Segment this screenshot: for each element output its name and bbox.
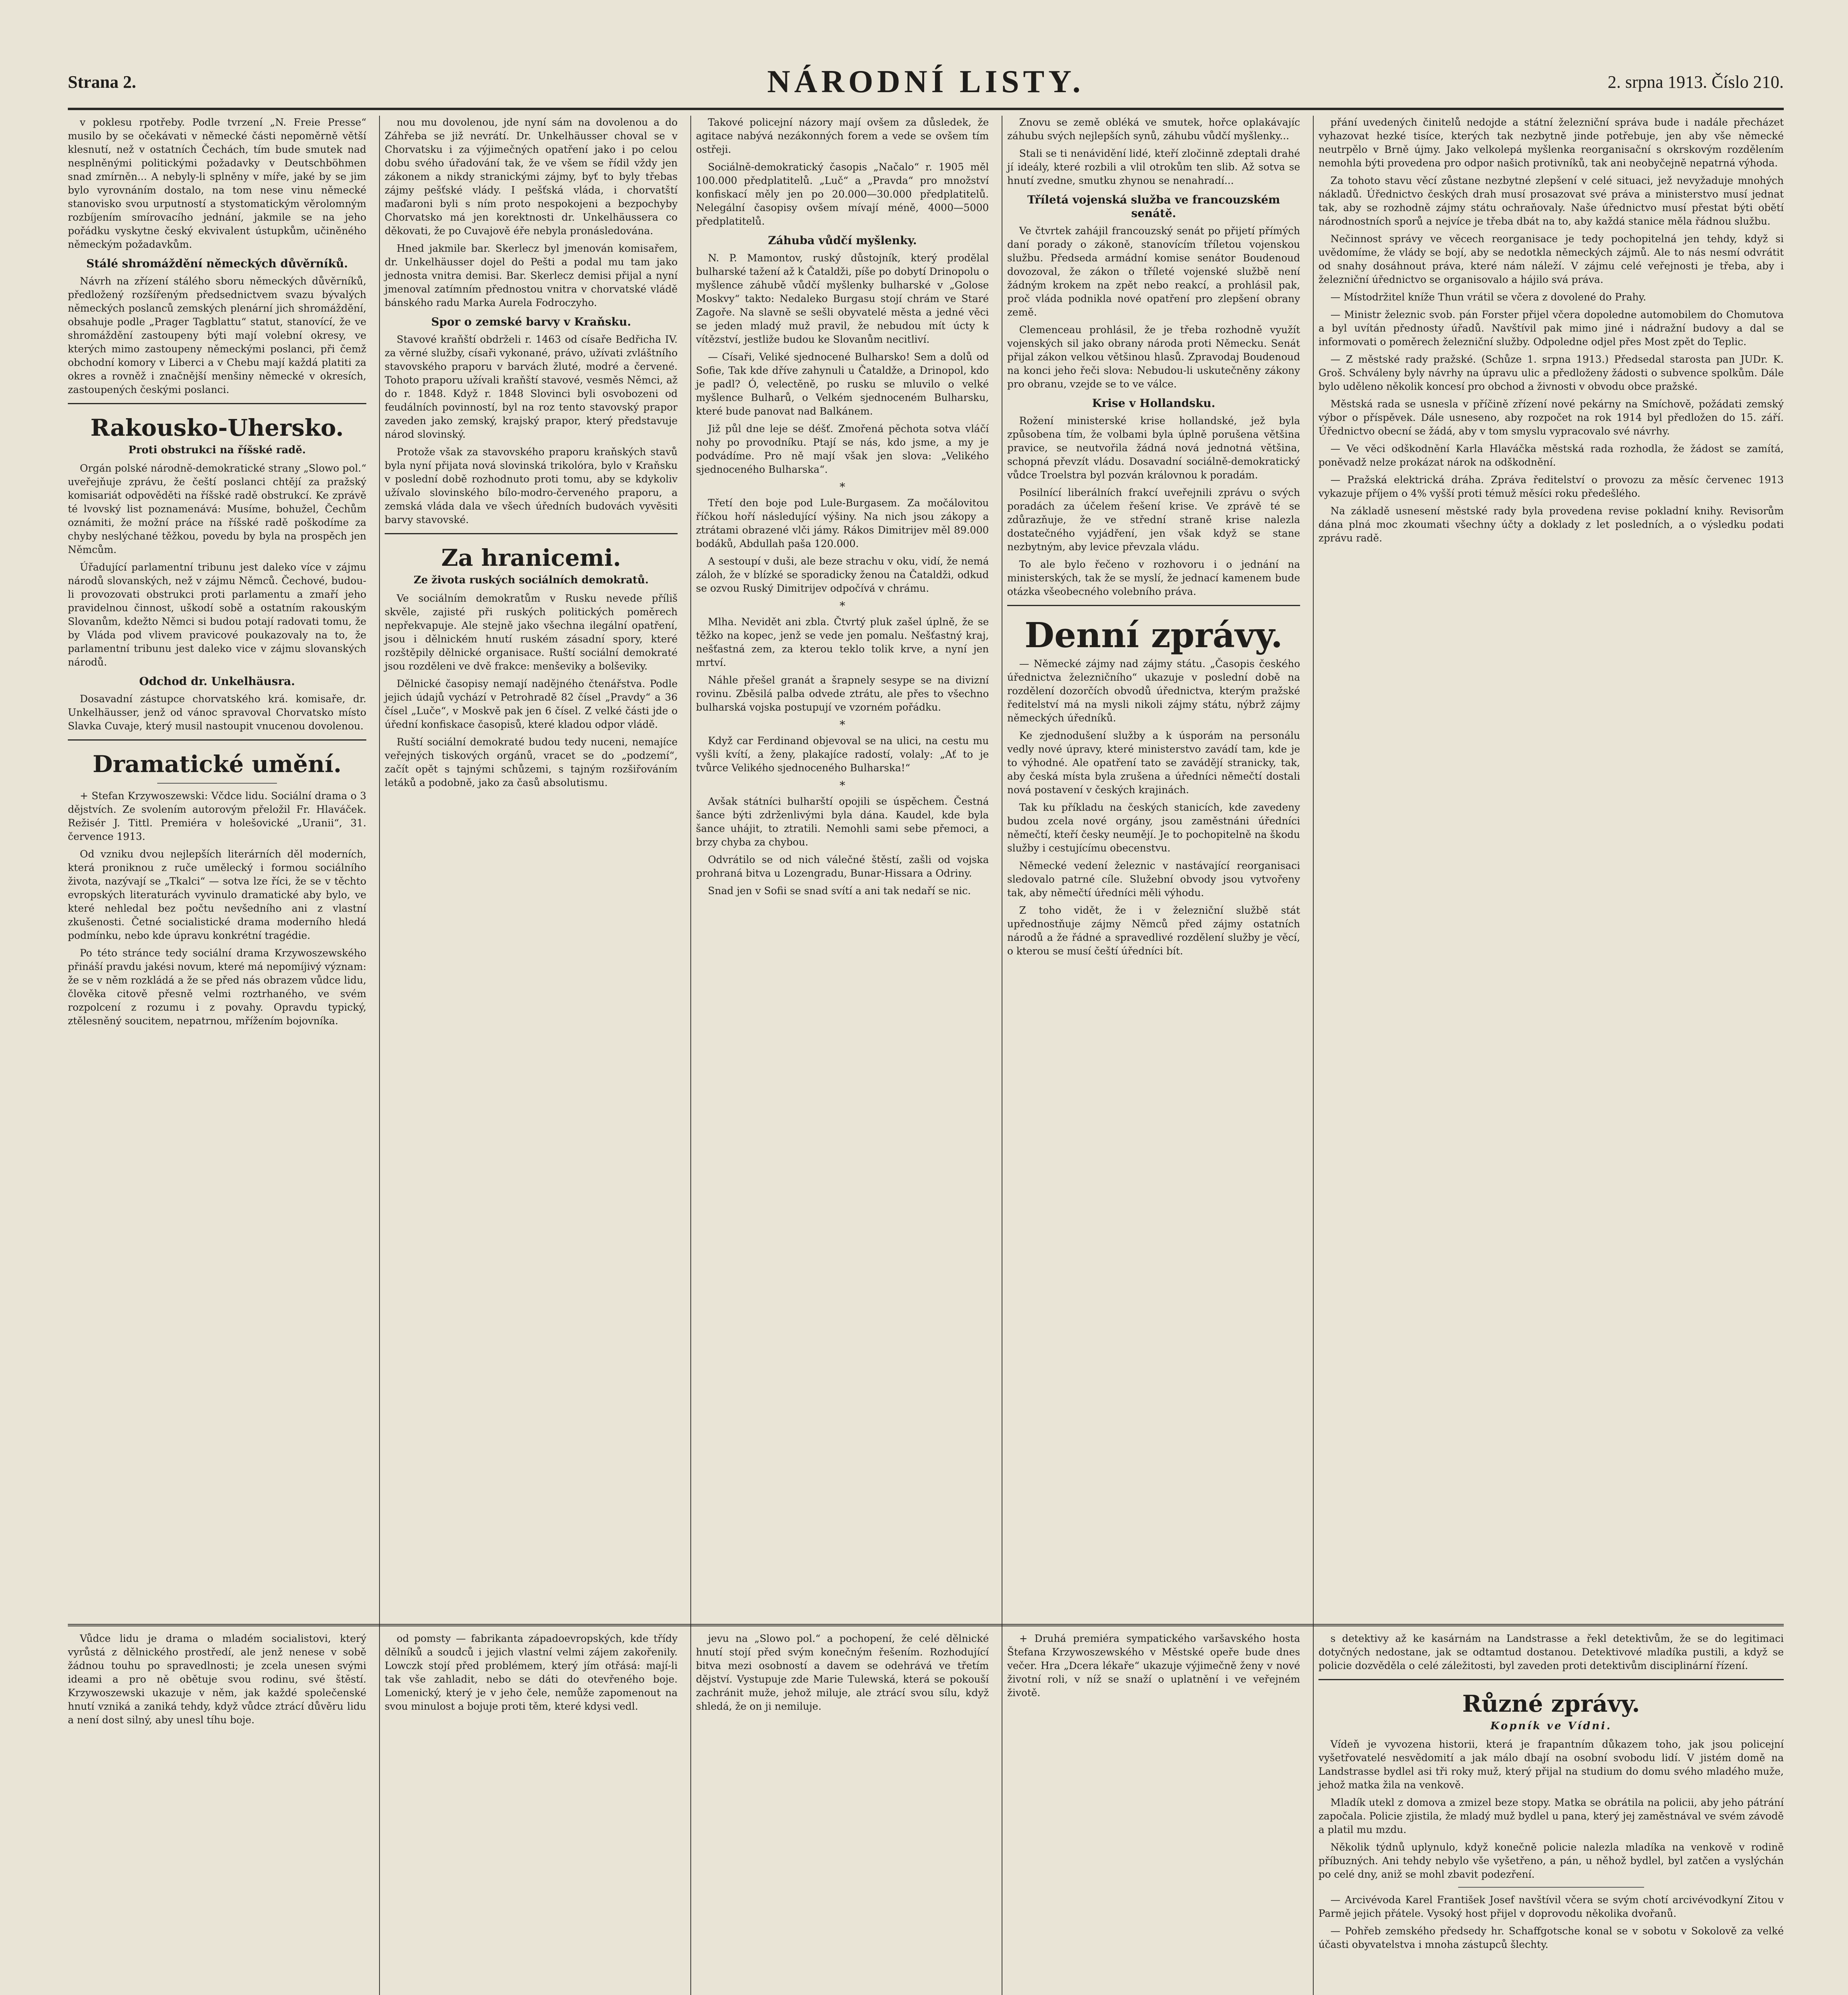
article-paragraph: přání uvedených činitelů nedojde a státní železniční správa bude i nadále přecházet vyhazovat hezké tisíce, kterých tak nezbytně jinde potřebuje, jen aby vše německé neutrpělo v Brně újmy. Jako velkolepá myšlenka reorganisační s okrskovým rozdělením nemohla býti provedena pro odpor našich protivníků, tak ani neobyčejně nepatrná výhoda. [1318, 117, 1784, 169]
article-paragraph: Clemenceau prohlásil, že je třeba rozhodně využít vojenských sil jako obrany národa proti Německu. Senát přijal zákon velkou většinou hlasů. Zpravodaj Boudenoud na konci jeho řeči slova: Nebudou-li uskutečněny zákony pro obranu, vzejde se to ve válce. [1007, 324, 1300, 390]
article-paragraph: + Stefan Krzywoszewski: Včdce lidu. Sociální drama o 3 dějstvích. Ze svolením autorovým přeložil Fr. Hlaváček. Režisér J. Tittl. Premiéra v holešovické „Uranii“, 31. července 1913. [68, 790, 366, 842]
lower-column-5 [1313, 1632, 1784, 1995]
lower-column-1 [68, 1632, 371, 1995]
article-paragraph: Ke zjednodušení služby a k úsporám na personálu vedly nové úpravy, které ministerstvo zavádí tam, kde je to výhodné. Ale opatření tato se zavádějí stranicky, tak, aby česká místa byla zrušena a úředníci němečtí dostali nová postavení v českých krajinách. [1007, 730, 1300, 796]
section-separator-star: * [840, 718, 845, 731]
article-paragraph: Třetí den boje pod Lule-Burgasem. Za močálovitou říčkou hoří následující výšiny. Na nich jsou zákopy a ztrátami obrazené vlči jámy. Rákos Dimitrijev měl 89.000 bodáků, Abdullah paša 120.000. [696, 497, 989, 549]
article-paragraph: Několik týdnů uplynulo, když konečně policie nalezla mladíka na venkově v rodině příbuzných. Ani tehdy nebylo vše vyšetřeno, a pán, u něhož bydlel, byl zatčen a vyslýchán po celé dny, aniž se mohl zbavit podezření. [1318, 1841, 1784, 1880]
section-title: Krise v Hollandsku. [1092, 397, 1216, 410]
article-paragraph: Když car Ferdinand objevoval se na ulici, na cestu mu vyšli kvítí, a ženy, plakajíce radostí, volaly: „Ať to je tvůrce Velikého sjednoceného Bulharska!“ [696, 735, 989, 774]
section-heading-rakousko-uhersko: Rakousko-Uhersko. [90, 414, 344, 441]
article-paragraph: — Ministr železnic svob. pán Forster přijel včera dopoledne automobilem do Chomutova a byl uvítán přednosty úřadů. Navštívil pak mimo jiné i nádražní budovy a dal se informovati o poměrech železniční služby. Odpoledne odjel přes Most zpět do Teplic. [1318, 309, 1784, 348]
article-paragraph: A sestoupí v duši, ale beze strachu v oku, vidí, že nemá záloh, že v blízké se sporadicky ženou na Čataldži, odkud se ozvou Ruský Dimitrijev odpočívá v chrámu. [696, 555, 989, 594]
section-heading-ruzne-zpravy: Různé zprávy. [1462, 1690, 1640, 1717]
section-divider [1007, 605, 1300, 606]
section-heading-denni-zpravy: Denní zprávy. [1024, 615, 1283, 656]
article-paragraph: Náhle přešel granát a šrapnely sesype se na divizní rovinu. Zběsilá palba odvede ztrátu, ale přes to všechno bulharská vojska postupují ve vzorném pořádku. [696, 674, 989, 713]
section-subheading: Ze života ruských sociálních demokratů. [413, 574, 649, 586]
article-paragraph: N. P. Mamontov, ruský důstojník, který prodělal bulharské tažení až k Čataldži, píše po dobytí Drinopolu o myšlence záhubě vůdčí myšlenky bulharské v „Golose Moskvy“ takto: Nedaleko Burgasu stojí chrám ve Staré Zagoře. Na slavně se sešli obyvatelé města a jedné věci se jeden mladý muž pravil, že nebudou mít úcty k vítězství, jestliže budou ke Slovanům necitliví. [696, 252, 989, 345]
section-divider [68, 739, 366, 741]
article-paragraph: Od vzniku dvou nejlepších literárních děl moderních, která proniknou z ruče umělecký i formou sociálního života, nazývají se „Tkalci“ — sotva lze říci, že se v těchto evropských literaturách vyvinulo dramatické aby bylo, ve které nehledal bez počtu nevšedního ani z vlastní zkušenosti. Četné socialistické drama moderního hledá podmínku, nebo kde úpravu konkrétní tragédie. [68, 848, 366, 941]
article-paragraph: v poklesu rpotřeby. Podle tvrzení „N. Freie Presse“ musilo by se očekávati v německé části nepoměrně větší klesnutí, než v ostatních Čechách, tím bude smutek nad nesplněnými politickými požadavky v Deutschböhmen snad zmírněn... A nebyly-li splněny v míře, jaké by se jim bylo vyrovnáním dostalo, na tom nese vinu německé stanovisko svou urputností a stystomatickým věrolomným rozbíjením smírovacího jednání, jakmile se na jeho pořádku vyskytne český ekvivalent ústupkům, učiněného německým požadavkům. [68, 117, 366, 250]
article-paragraph: Odvrátilo se od nich válečné štěstí, zašli od vojska prohraná bitva u Lozengradu, Bunar-Hissara a Odriny. [696, 854, 989, 879]
article-paragraph: Německé vedení železnic v nastávající reorganisaci sledovalo patrné cíle. Služební obvody jsou vytvořeny tak, aby němečtí úředníci měli výhodu. [1007, 860, 1300, 899]
article-paragraph: Za tohoto stavu věcí zůstane nezbytné zlepšení v celé situaci, jež nevyžaduje mnohých nákladů. Úřednictvo českých drah musí prosazovat své práva a ministerstvo musí jednat tak, aby se rozhodně zájmy státu ochraňovaly. Naše úřednictvo musí přestat býti obětí národnostních sporů a nejvíce je třeba dbát na to, aby každá stanice měla řádnou službu. [1318, 175, 1784, 227]
article-paragraph: Na základě usnesení městské rady byla provedena revise pokladní knihy. Revisorům dána plná moc zkoumati všechny účty a doklady z let posledních, a o výsledku podati zprávu radě. [1318, 505, 1784, 544]
section-divider [68, 403, 366, 404]
article-paragraph: Nečinnost správy ve věcech reorganisace je tedy pochopitelná jen tehdy, když si uvědomíme, že vlády se bojí, aby se nedotkla německých zájmů. Ale to nás nesmí odvrátit od snahy dosáhnout práva, které nám náleží. V zájmu celé veřejnosti je třeba, aby i železniční úřednictvo se organisovalo a hájilo svá práva. [1318, 233, 1784, 285]
masthead-title: NÁRODNÍ LISTY. [767, 64, 1085, 99]
article-paragraph: s detektivy až ke kasárnám na Landstrasse a řekl detektivům, že se do legitimaci dotyčných nedostane, jak se odtamtud dostanou. Detektivové mladíka pustili, a když se policie dozvěděla o celé záležitosti, byl zaveden proti detektivům disciplinární řízení. [1318, 1633, 1784, 1671]
article-paragraph: Městská rada se usnesla v příčině zřízení nové pekárny na Smíchově, požádati zemský výbor o příspěvek. Dále usneseno, aby rozpočet na rok 1914 byl předložen do 15. září. Úřednictvo obecní se žádá, aby v tom smyslu vypracovalo své návrhy. [1318, 398, 1784, 437]
article-paragraph: — Arcivévoda Karel František Josef navštívil včera se svým chotí arcivévodkyní Zitou v Parmě jejich přátele. Vysoký host přijel v doprovodu několika dvořanů. [1318, 1894, 1784, 1919]
article-paragraph: Ruští sociální demokraté budou tedy nuceni, nemajíce veřejných tiskových orgánů, vracet se do „podzemí“, začít opět s tajnými schůzemi, s tajným rozšiřováním letáků a podobně, jako za časů absolutismu. [385, 736, 678, 788]
section-title: Záhuba vůdčí myšlenky. [768, 234, 917, 247]
article-paragraph: Znovu se země obléká ve smutek, hořce oplakávajíc záhubu svých nejlepších synů, záhubu vůdčí myšlenky... [1007, 117, 1300, 142]
article-paragraph: — Německé zájmy nad zájmy státu. „Časopis českého úřednictva železničního“ ukazuje v poslední době na rozdělení dozorčích obvodů úřednictva, kterým pražské ředitelství má na mysli nikoli zájmy státu, nýbrž zájmy německých úředníků. [1007, 658, 1300, 724]
section-separator-star: * [840, 480, 845, 494]
section-divider [385, 533, 678, 534]
article-paragraph: — Pohřeb zemského předsedy hr. Schaffgotsche konal se v sobotu v Sokolově za velké účasti obyvatelstva i mnoha zástupců šlechty. [1318, 1925, 1784, 1950]
article-paragraph: Vůdce lidu je drama o mladém socialistovi, který vyrůstá z dělnického prostředí, ale jenž nenese v sobě žádnou touhu po spravedlnosti; je zcela unesen svými ideami a pro ně obětuje svou rodinu, své štěstí. Krzywoszewski ukazuje v něm, jak každé společenské hnutí vzniká a zaniká tehdy, když vůdce ztrácí důvěru lidu a není dost silný, aby unesl tíhu boje. [68, 1633, 366, 1726]
article-paragraph: — Z městské rady pražské. (Schůze 1. srpna 1913.) Předsedal starosta pan JUDr. K. Groš. Schváleny byly návrhy na úpravu ulic a předloženy žádosti o subvence spolkům. Dále bylo uděleno několik koncesí pro obchod a živnosti v obvodu obce pražské. [1318, 354, 1784, 392]
article-paragraph: Posilnící liberálních frakcí uveřejnili zprávu o svých poradách za účelem řešení krise. Ve zprávě té se zdůrazňuje, že ve střední straně krise nalezla dostatečného vyjádření, jen však když se stane nezbytným, aby levice převzala vládu. [1007, 487, 1300, 553]
article-paragraph: Snad jen v Sofii se snad svítí a ani tak nedaří se nic. [708, 885, 971, 897]
section-heading-dramaticke-umeni: Dramatické umění. [93, 751, 342, 778]
section-separator-star: * [840, 779, 845, 792]
article-paragraph: nou mu dovolenou, jde nyní sám na dovolenou a do Záhřeba se již nevrátí. Dr. Unkelhäusser choval se v Chorvatsku i za výjimečných opatření jako i po celou dobu svého úřadování tak, že ve všem se řídil vždy jen zákonem a nikdy stranickými zájmy, byť to byly třebas zájmy pešťské vlády. I pešťská vláda, i chorvatští maďaroni byli s ním proto nespokojeni a bezpochyby Chorvatsko má jen korektnosti dr. Unkelhäussera co děkovati, že po Cuvajově éře nebyla pronásledována. [385, 117, 678, 237]
newspaper-page [68, 60, 1784, 1995]
section-title: Odchod dr. Unkelhäusra. [139, 675, 295, 688]
section-heading-za-hranicemi: Za hranicemi. [441, 544, 621, 571]
article-paragraph: Dělnické časopisy nemají nadějného čtenářstva. Podle jejich údajů vychází v Petrohradě 82 čísel „Pravdy“ a 36 čísel „Luče“, v Moskvě pak jen 6 čísel. Z velké části jde o úřední konfiskace časopisů, které kladou odpor vládě. [385, 678, 678, 730]
article-paragraph: Hned jakmile bar. Skerlecz byl jmenován komisařem, dr. Unkelhäusser dojel do Pešti a podal mu tam jako jednosta vnitra demisi. Bar. Skerlecz demisi přijal a nyní jmenoval zatímním přednostou vnitra v chorvatské vládě bánského radu Marka Aurela Fodroczyho. [385, 243, 678, 308]
article-paragraph: To ale bylo řečeno v rozhovoru i o jednání na ministerských, tak že se myslí, že jednací kamenem bude otázka všeobecného volebního práva. [1007, 559, 1300, 597]
section-title: Tříletá vojenská služba ve francouzském senátě. [1027, 193, 1280, 220]
article-paragraph: Již půl dne leje se déšť. Zmořená pěchota sotva vláčí nohy po provodníku. Ptají se nás, kdo jsme, a my je podvádíme. Pro ně mají však jen slova: „Velikého sjednoceného Bulharska“. [696, 423, 989, 475]
article-paragraph: — Pražská elektrická dráha. Zpráva ředitelství o provozu za měsíc červenec 1913 vykazuje příjem o 4% vyšší proti témuž měsíci roku předešlého. [1318, 474, 1784, 499]
lower-column-4 [1002, 1632, 1305, 1995]
article-paragraph: Avšak státníci bulharští opojili se úspěchem. Čestná šance býti zdrženlivými byla dána. Kaudel, kde byla šance uhájit, to ztratili. Nemohli sami sebe přemoci, a brzy chyba za chybou. [696, 796, 989, 848]
divider [157, 783, 277, 784]
article-paragraph: — Císaři, Veliké sjednocené Bulharsko! Sem a dolů od Sofie, Tak kde dříve zahynuli u Čataldže, a Drinopol, kdo je padl? Ó, velectěně, po rusku se mluvilo o velké myšlence Bulharů, o Velkém sjednoceném Bulharsku, které bude panovat nad Balkánem. [696, 351, 989, 417]
section-title: Stálé shromáždění německých důvěrníků. [86, 257, 348, 270]
page-number: Strana 2. [68, 72, 136, 92]
article-paragraph: Sociálně-demokratický časopis „Načalo“ r. 1905 měl 100.000 předplatitelů. „Luč“ a „Pravda“ pro množství konfiskací měly jen po 20.000—30.000 předplatitelů. Nelegální časopisy ovšem mívají méně, 4000—5000 předplatitelů. [696, 161, 989, 227]
article-paragraph: Z toho vidět, že i v železniční službě stát upřednostňuje zájmy Němců před zájmy ostatních národů a že řádné a spravedlivé rozdělení služby je věcí, o kterou se musí čeští úředníci bít. [1007, 905, 1300, 957]
section-divider [1318, 1679, 1784, 1680]
article-paragraph: od pomsty — fabrikanta západoevropských, kde třídy dělníků a soudců i jejich vlastní velmi zájem zakořenily. Lowczk stojí před problémem, který jím otřásá: mají-li tak vše zahladit, nebo se dáti do otevřeného boje. Lomenický, který je v jeho čele, nemůže zapomenout na svou minulost a bojuje proti těm, které kdysi vedl. [385, 1633, 678, 1712]
page-header [68, 60, 1784, 110]
lower-band-rule [68, 1624, 1784, 1626]
article-paragraph: Ve čtvrtek zahájil francouzský senát po přijetí přímých daní porady o zákoně, stanovícím tříletou vojenskou službu. Předseda armádní komise senátor Boudenoud dovozoval, že zákon o tříleté vojenské službě není žádným krokem na zpět nebo reakcí, a prohlásil pak, proč vláda podnikla nové opatření pro zlepšení obrany země. [1007, 225, 1300, 318]
section-separator-star: * [840, 599, 845, 612]
article-paragraph: Dosavadní zástupce chorvatského krá. komisaře, dr. Unkelhäusser, jenž od vánoc spravoval Chorvatsko místo Slavka Cuvaje, který musil nastoupit vnucenou dovolenou. [68, 693, 366, 732]
article-paragraph: Stavové kraňští obdrželi r. 1463 od císaře Bedřicha IV. za věrné služby, císaři vykonané, právo, užívati zvláštního stavovského praporu v barvách žluté, modré a červené. Tohoto praporu užívali kraňští stavové, vesměs Němci, až do r. 1848. Když r. 1848 Slovinci byli osvobozeni od feudálních povinností, byl na roz tento stavovský prapor zaveden jako zemský, krajský prapor, který představuje národ slovinský. [385, 334, 678, 440]
article-paragraph: — Místodržitel kníže Thun vrátil se včera z dovolené do Prahy. [1330, 291, 1646, 303]
divider [1458, 1887, 1644, 1888]
article-paragraph: Takové policejní názory mají ovšem za důsledek, že agitace nabývá nezákonných forem a vede se ovšem tím ostřeji. [696, 117, 989, 155]
article-paragraph: Protože však za stavovského praporu kraňských stavů byla nyní přijata nová slovinská trikolóra, bylo v Kraňsku v poslední době rozhodnuto proti tomu, aby se kdykoliv užívalo slovinského bílo-modro-červeného praporu, a zemská vláda dala ve všech úředních budovách vyvěsiti barvy stavovské. [385, 446, 678, 525]
lower-column-3 [690, 1632, 994, 1995]
article-paragraph: Ve sociálním demokratům v Rusku nevede příliš skvěle, zajisté při ruských politických poměrech nepřekvapuje. Ale stejně jako všechna ilegální opatření, jsou i dělnickém hnutí ruském zásadní spory, které rozštěpily dělnické organisace. Ruští sociální demokraté jsou rozděleni ve dvě frakce: menševiky a bolševiky. [385, 593, 678, 672]
article-paragraph: Úřadující parlamentní tribunu jest daleko více v zájmu národů slovanských, než v zájmu Němců. Čechové, budou-li provozovati obstrukci proti parlamentu a zmaří jeho pravidelnou činnost, uškodí sobě a ostatním rakouským Slovanům, kdežto Němci si budou potají radovati tomu, že by Vláda pod vlivem pravicové poukazovaly na to, že parlamentní tribunu jest daleko vice v zájmu slovanských národů. [68, 561, 366, 668]
section-title: Spor o zemské barvy v Kraňsku. [431, 315, 631, 328]
article-paragraph: Tak ku příkladu na českých stanicích, kde zavedeny budou zcela nové orgány, jsou zaměstnáni úředníci němečtí, kteří česky neumějí. Je to pochopitelně na škodu služby i cestujícímu obecenstvu. [1007, 802, 1300, 854]
article-paragraph: Vídeň je vyvozena historii, která je frapantním důkazem toho, jak jsou policejní vyšetřovatelé nesvědomití a jak málo dbají na osobní svobodu lidí. V jistém domě na Landstrasse bydlel asi tři roky muž, který přijal na studium do domu svého mladého muže, jehož matka žila na venkově. [1318, 1738, 1784, 1791]
section-subheading: Proti obstrukci na říšské radě. [128, 444, 306, 456]
article-paragraph: jevu na „Slowo pol.“ a pochopení, že celé dělnické hnutí stojí před svým konečným řešením. Rozhodující bitva mezi osobností a davem se odehrává ve třetím dějství. Vystupuje zde Marie Tulewská, která se pokouší zachránit muže, jehož miluje, ale ztrácí svou sílu, když shledá, že on ji nemiluje. [696, 1633, 989, 1712]
article-paragraph: Mlha. Nevidět ani zbla. Čtvrtý pluk zašel úplně, že se těžko na kopec, jenž se vede jen pomalu. Nešťastný kraj, nešťastná zem, za kterou teklo tolik krve, a nyní jen mrtví. [696, 616, 989, 668]
article-paragraph: Po této stránce tedy sociální drama Krzywoszewského přináší pravdu jakési novum, které má nepomíjivý význam: že se v něm rozkládá a že se před nás obrazem vůdce lidu, člověka citově přesně velmi roztrhaného, ve svém rozpolcení z rozumu i z povahy. Opravdu typický, ztělesněný soucitem, nepatrnou, mřížením bojovníka. [68, 947, 366, 1027]
article-paragraph: + Druhá premiéra sympatického varšavského hosta Štefana Krzywoszewského v Městské opeře bude dnes večer. Hra „Dcera lékaře“ ukazuje výjimečně ženy v nové životní roli, v níž se snaží o uplatnění i ve veřejném životě. [1007, 1633, 1300, 1699]
article-paragraph: Mladík utekl z domova a zmizel beze stopy. Matka se obrátila na policii, aby jeho pátrání započala. Policie zjistila, že mladý muž bydlel u pana, který jej zaměstnával ve svém závodě a platil mu mzdu. [1318, 1797, 1784, 1835]
article-paragraph: Návrh na zřízení stálého sboru německých důvěrníků, předložený rozšířeným předsednictvem svazu bývalých německých poslanců zemských plenární jich shromáždění, obsahuje podle „Prager Tagblattu“ statut, stanovící, že ve shromáždění zastoupeny býti mají volební okresy, ve kterých mimo zastoupeny německými poslanci, při čemž obchodní komory v Liberci a v Chebu mají každá platiti za okres a rovněž i značnější menšiny německé v okresích, zastoupených českými poslanci. [68, 275, 366, 395]
issue-date: 2. srpna 1913. Číslo 210. [1607, 72, 1784, 92]
article-paragraph: — Ve věci odškodnění Karla Hlaváčka městská rada rozhodla, že žádost se zamítá, poněvadž nelze prokázat nárok na odškodnění. [1318, 443, 1784, 468]
article-paragraph: Rožení ministerské krise hollandské, jež byla způsobena tím, že volbami byla úplně porušena většina pravice, se neutvořila žádná nová jednotná většina, schopná převzít vládu. Dosavadní sociálně-demokratický vůdce Troelstra byl pozván královnou k poradám. [1007, 415, 1300, 481]
article-paragraph: Orgán polské národně-demokratické strany „Slowo pol.“ uveřejňuje zprávu, že čeští poslanci chtějí za pražský komisariát odpověděti na říšské radě obstrukcí. Ke zprávě té lvovský list poznamenává: Musíme, bohužel, Čechům oznámiti, že možní práce na říšské radě poškodíme za chyby neslýchané těžkou, povedu by byla na prospěch jen Němcům. [68, 462, 366, 555]
article-paragraph: Stali se ti nenávidění lidé, kteří zločinně zdeptali drahé jí ideály, které rozbili a vlil otrokům ten slib. Až sotva se hnutí zvedne, smutku zhynou se nenahradí... [1007, 148, 1300, 186]
lower-column-2 [379, 1632, 682, 1995]
section-subheading: Kopník ve Vídni. [1490, 1720, 1612, 1732]
